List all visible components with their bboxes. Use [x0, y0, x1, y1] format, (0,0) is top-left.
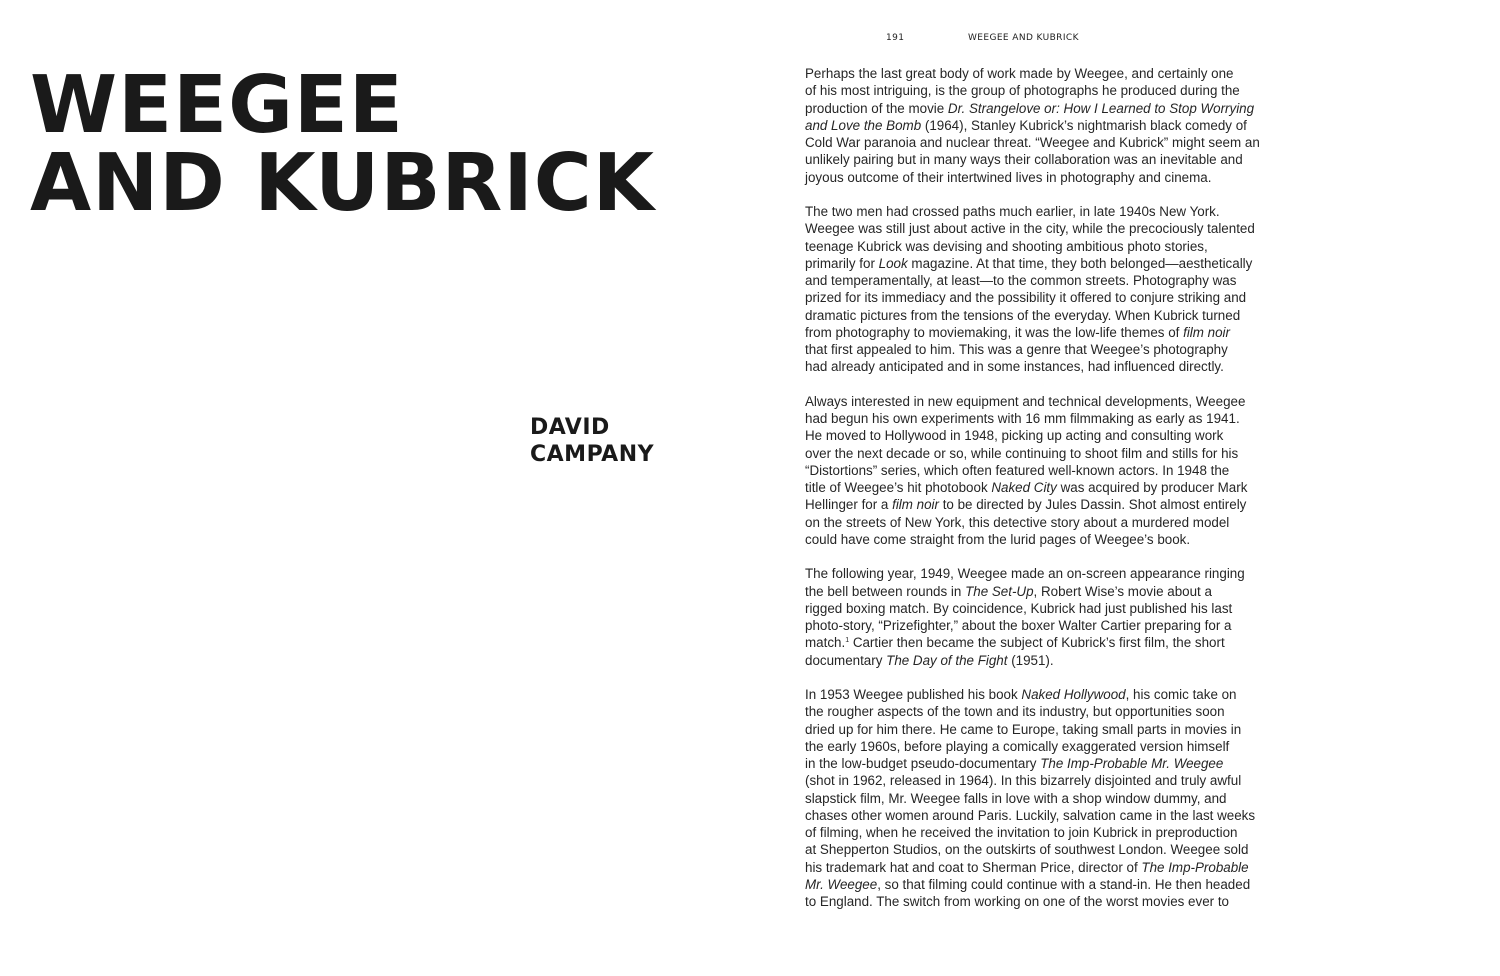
text-run: prized for its immediacy and the possibility it offered to conjure striking and: [805, 290, 1247, 306]
text-line: [805, 169, 1305, 186]
text-line: [805, 600, 1305, 617]
text-run: over the next decade or so, while continuing to shoot film and stills for his: [805, 445, 1239, 461]
text-run: (1964), Stanley Kubrick’s nightmarish black comedy of: [921, 117, 1247, 133]
italic-text: Mr. Weegee: [805, 876, 878, 892]
body-paragraph: [805, 393, 1305, 548]
text-run: , Robert Wise’s movie about a: [1033, 583, 1212, 599]
text-line: [805, 238, 1305, 255]
text-run: Cold War paranoia and nuclear threat. “Weegee and Kubrick” might seem an: [805, 135, 1260, 150]
text-line: [805, 841, 1305, 858]
text-run: Weegee was still just about active in the city, while the precociously talented: [805, 221, 1255, 237]
text-run: photo-story, “Prizefighter,” about the boxer Walter Cartier preparing for a: [805, 618, 1232, 633]
page-number: 191: [886, 33, 905, 43]
text-run: , his comic take on: [1125, 687, 1237, 702]
text-line: [805, 479, 1305, 496]
italic-text: The Imp-Probable: [1141, 859, 1249, 875]
text-run: Cartier then became the subject of Kubrick’s first film, the short: [849, 635, 1225, 651]
text-run: had already anticipated and in some instances, had influenced directly.: [805, 359, 1224, 375]
text-run: the early 1960s, before playing a comically exaggerated version himself: [805, 738, 1230, 754]
text-line: [805, 341, 1305, 358]
chapter-title-line: WEEGEE: [30, 59, 404, 151]
italic-text: Naked Hollywood: [1021, 687, 1126, 702]
text-line: [805, 652, 1305, 669]
text-line: [805, 324, 1305, 341]
italic-text: Look: [878, 255, 908, 271]
text-line: [805, 876, 1305, 893]
text-run: the bell between rounds in: [805, 583, 966, 599]
text-run: (shot in 1962, released in 1964). In this bizarrely disjointed and truly awful: [805, 773, 1242, 789]
text-run: and temperamentally, at least—to the common streets. Photography was: [805, 273, 1237, 288]
body-paragraph: [805, 203, 1305, 376]
running-head-title: WEEGEE AND KUBRICK: [968, 33, 1079, 43]
text-run: He moved to Hollywood in 1948, picking up acting and consulting work: [805, 428, 1224, 444]
text-run: Always interested in new equipment and technical developments, Weegee: [805, 393, 1246, 409]
text-line: [805, 289, 1305, 306]
text-run: chases other women around Paris. Luckily, salvation came in the last weeks: [805, 807, 1256, 823]
text-line: [805, 151, 1305, 168]
text-run: Hellinger for a: [805, 497, 893, 513]
text-run: primarily for: [805, 255, 879, 271]
italic-text: Dr. Strangelove or: How I Learned to Stop Worrying: [947, 100, 1255, 116]
text-line: [805, 427, 1305, 444]
text-run: dramatic pictures from the tensions of the everyday. When Kubrick turned: [805, 307, 1241, 323]
text-line: [805, 445, 1305, 462]
text-run: “Distortions” series, which often featured well-known actors. In 1948 the: [805, 462, 1230, 478]
text-line: [805, 203, 1305, 220]
author-name-line: DAVID: [530, 415, 610, 440]
text-line: [805, 531, 1305, 548]
text-line: [805, 220, 1305, 237]
body-paragraph: [805, 686, 1305, 910]
text-line: [805, 738, 1305, 755]
text-run: that first appealed to him. This was a genre that Weegee’s photography: [805, 342, 1228, 357]
text-line: [805, 255, 1305, 272]
author-name: [530, 414, 654, 468]
text-line: [805, 565, 1305, 582]
author-name-line: CAMPANY: [530, 442, 655, 467]
text-run: The two men had crossed paths much earlier, in late 1940s New York.: [805, 204, 1220, 219]
text-run: of his most intriguing, is the group of photographs he produced during the: [805, 83, 1240, 99]
body-paragraph: [805, 565, 1305, 669]
text-run: rigged boxing match. By coincidence, Kubrick had just published his last: [805, 600, 1233, 616]
footnote-marker: 1: [845, 637, 850, 645]
text-run: documentary: [805, 652, 887, 668]
text-run: on the streets of New York, this detective story about a murdered model: [805, 514, 1230, 530]
running-header: [886, 33, 1079, 43]
text-run: magazine. At that time, they both belonged—aesthetically: [907, 255, 1253, 271]
text-line: [805, 358, 1305, 375]
text-line: [805, 117, 1305, 134]
chapter-title: [30, 59, 655, 229]
text-line: [805, 755, 1305, 772]
text-run: title of Weegee’s hit photobook: [805, 480, 992, 495]
text-run: (1951).: [1007, 652, 1054, 668]
text-line: [805, 824, 1305, 841]
text-line: [805, 100, 1305, 117]
text-run: was acquired by producer Mark: [1056, 480, 1248, 495]
text-line: [805, 893, 1305, 910]
text-line: [805, 686, 1305, 703]
text-line: [805, 859, 1305, 876]
italic-text: Naked City: [991, 480, 1057, 495]
text-run: from photography to moviemaking, it was the low-life themes of: [805, 324, 1184, 340]
text-run: could have come straight from the lurid pages of Weegee’s book.: [805, 531, 1191, 547]
text-run: to England. The switch from working on one of the worst movies ever to: [805, 894, 1229, 909]
chapter-title-line: AND KUBRICK: [30, 137, 655, 229]
text-run: to be directed by Jules Dassin. Shot almost entirely: [938, 497, 1247, 513]
text-run: slapstick film, Mr. Weegee falls in love with a shop window dummy, and: [805, 790, 1227, 806]
italic-text: and Love the Bomb: [805, 117, 922, 133]
text-run: dried up for him there. He came to Europe, taking small parts in movies in: [805, 721, 1242, 737]
text-line: [805, 134, 1305, 151]
text-run: of filming, when he received the invitation to join Kubrick in preproduction: [805, 825, 1238, 840]
text-line: [805, 703, 1305, 720]
text-line: [805, 634, 1305, 651]
body-text: [805, 65, 1305, 928]
text-run: the rougher aspects of the town and its industry, but opportunities soon: [805, 704, 1225, 720]
italic-text: The Imp-Probable Mr. Weegee: [1040, 756, 1224, 771]
italic-text: The Day of the Fight: [886, 652, 1008, 668]
text-run: , so that filming could continue with a stand-in. He then headed: [877, 876, 1251, 892]
text-run: match.: [805, 635, 846, 651]
text-line: [805, 307, 1305, 324]
italic-text: The Set-Up: [965, 583, 1034, 599]
italic-text: film noir: [892, 497, 939, 513]
text-line: [805, 462, 1305, 479]
text-line: [805, 82, 1305, 99]
text-run: his trademark hat and coat to Sherman Price, director of: [805, 859, 1142, 875]
text-run: teenage Kubrick was devising and shooting ambitious photo stories,: [805, 238, 1208, 254]
italic-text: film noir: [1183, 324, 1230, 340]
text-run: production of the movie: [805, 100, 948, 116]
text-line: [805, 410, 1305, 427]
text-line: [805, 514, 1305, 531]
text-line: [805, 583, 1305, 600]
text-line: [805, 772, 1305, 789]
body-paragraph: [805, 65, 1305, 186]
text-run: The following year, 1949, Weegee made an on-screen appearance ringing: [805, 566, 1245, 582]
text-run: unlikely pairing but in many ways their collaboration was an inevitable and: [805, 152, 1243, 168]
text-run: joyous outcome of their intertwined lives in photography and cinema.: [805, 169, 1212, 185]
text-line: [805, 496, 1305, 513]
text-line: [805, 721, 1305, 738]
text-line: [805, 393, 1305, 410]
text-run: In 1953 Weegee published his book: [805, 687, 1022, 702]
text-run: in the low-budget pseudo-documentary: [805, 756, 1041, 771]
text-run: had begun his own experiments with 16 mm filmmaking as early as 1941.: [805, 411, 1240, 426]
text-line: [805, 65, 1305, 82]
text-line: [805, 790, 1305, 807]
text-line: [805, 617, 1305, 634]
text-line: [805, 807, 1305, 824]
text-run: Perhaps the last great body of work made by Weegee, and certainly one: [805, 66, 1234, 81]
text-line: [805, 272, 1305, 289]
text-run: at Shepperton Studios, on the outskirts of southwest London. Weegee sold: [805, 842, 1249, 858]
